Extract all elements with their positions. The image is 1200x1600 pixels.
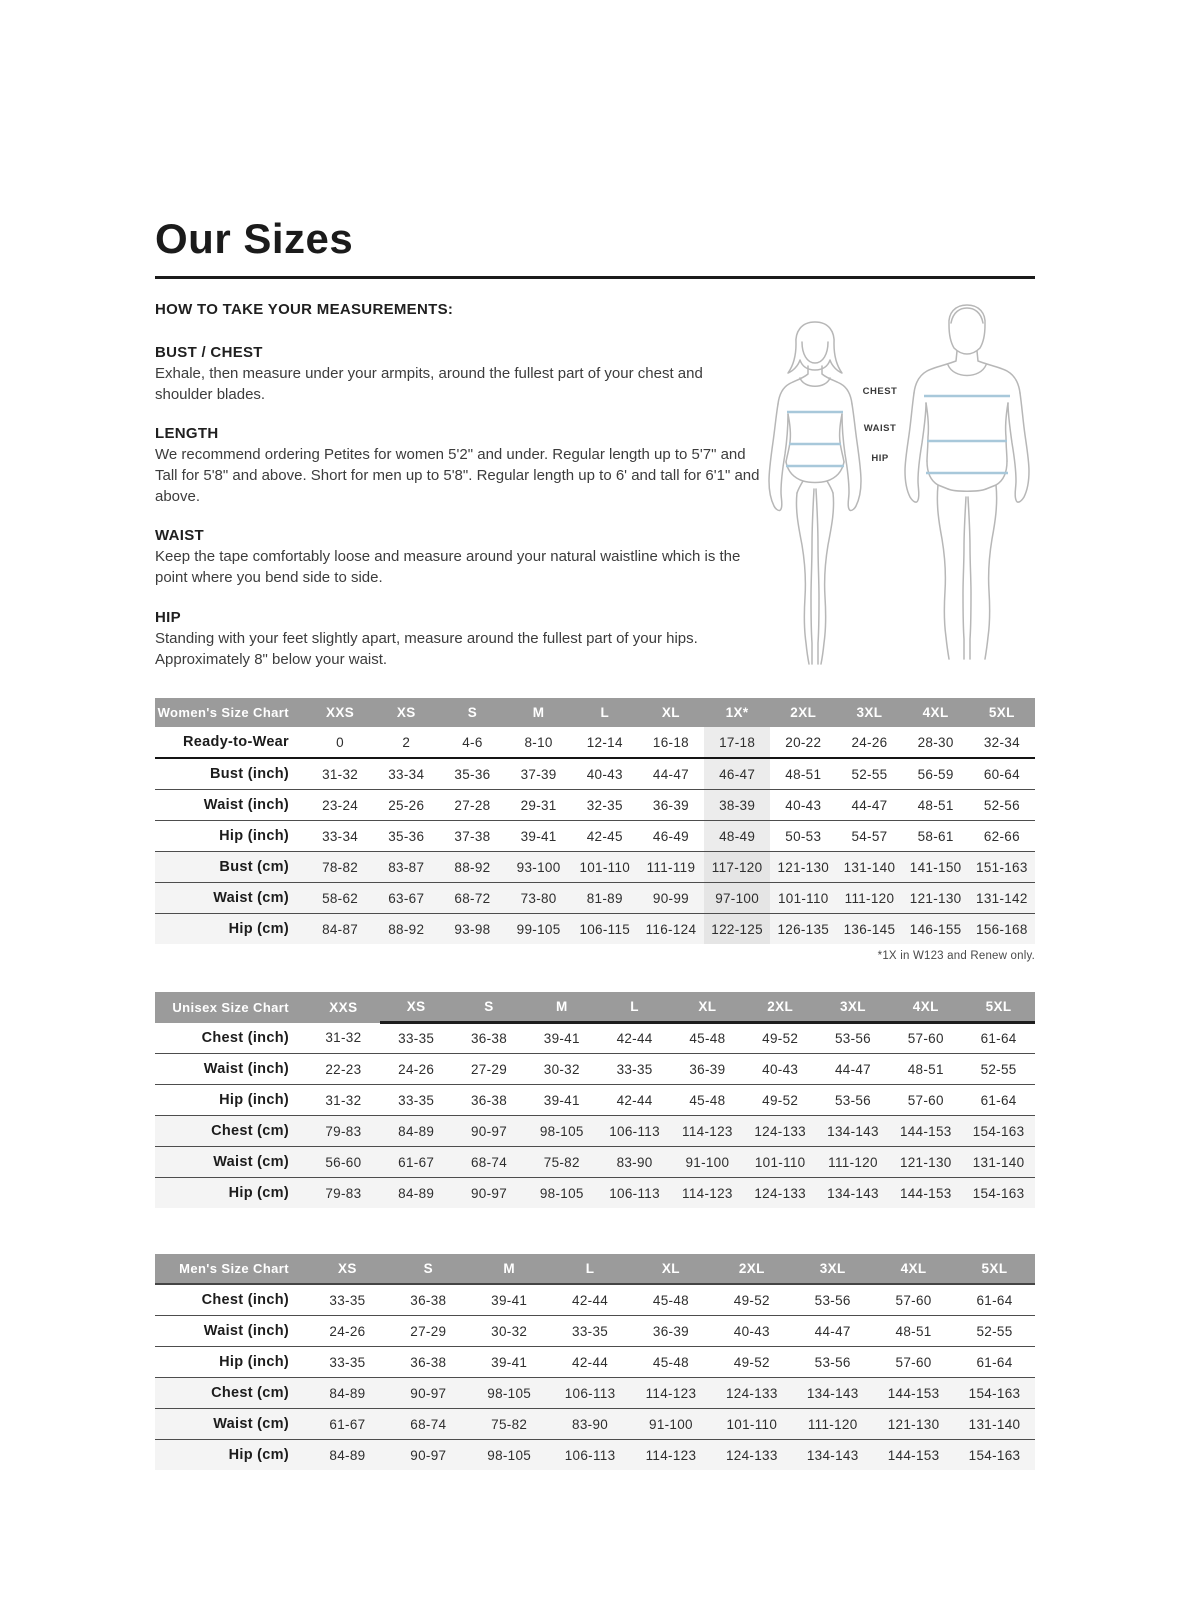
size-value-cell: 131-142: [969, 883, 1035, 914]
size-column-header: S: [453, 992, 526, 1023]
size-value-cell: 37-39: [506, 758, 572, 790]
size-value-cell: 53-56: [792, 1284, 873, 1316]
size-column-header: 5XL: [962, 992, 1035, 1023]
size-value-cell: 46-47: [704, 758, 770, 790]
size-column-header: 2XL: [770, 698, 836, 727]
size-value-cell: 101-110: [711, 1409, 792, 1440]
size-value-cell: 106-113: [598, 1178, 671, 1209]
row-label: Ready-to-Wear: [155, 727, 307, 758]
size-column-header: XS: [373, 698, 439, 727]
size-value-cell: 144-153: [889, 1116, 962, 1147]
size-value-cell: 73-80: [506, 883, 572, 914]
table-row: [155, 1440, 1035, 1471]
size-value-cell: 39-41: [525, 1085, 598, 1116]
size-value-cell: 29-31: [506, 790, 572, 821]
size-value-cell: 62-66: [969, 821, 1035, 852]
row-label: Waist (inch): [155, 1316, 307, 1347]
size-value-cell: 49-52: [744, 1085, 817, 1116]
size-value-cell: 134-143: [817, 1116, 890, 1147]
size-value-cell: 75-82: [525, 1147, 598, 1178]
size-value-cell: 33-34: [373, 758, 439, 790]
size-value-cell: 24-26: [836, 727, 902, 758]
size-value-cell: 33-35: [550, 1316, 631, 1347]
size-value-cell: 90-97: [453, 1178, 526, 1209]
size-value-cell: 52-55: [836, 758, 902, 790]
size-value-cell: 57-60: [873, 1284, 954, 1316]
size-value-cell: 39-41: [469, 1347, 550, 1378]
size-value-cell: 131-140: [836, 852, 902, 883]
size-value-cell: 93-100: [506, 852, 572, 883]
hip-heading: HIP: [155, 608, 181, 626]
size-value-cell: 57-60: [889, 1023, 962, 1054]
size-value-cell: 91-100: [631, 1409, 712, 1440]
size-value-cell: 63-67: [373, 883, 439, 914]
size-value-cell: 44-47: [638, 758, 704, 790]
page-title: Our Sizes: [155, 215, 354, 262]
table-row: [155, 1147, 1035, 1178]
size-value-cell: 154-163: [962, 1116, 1035, 1147]
title-divider: [155, 276, 1035, 279]
size-column-header: S: [388, 1254, 469, 1284]
size-value-cell: 106-115: [572, 914, 638, 945]
size-value-cell: 36-38: [388, 1347, 469, 1378]
size-value-cell: 61-64: [954, 1284, 1035, 1316]
size-value-cell: 98-105: [469, 1440, 550, 1471]
size-value-cell: 84-89: [380, 1178, 453, 1209]
row-label: Chest (inch): [155, 1284, 307, 1316]
measurement-intro-section: [155, 301, 1035, 690]
size-value-cell: 27-28: [439, 790, 505, 821]
size-value-cell: 144-153: [873, 1440, 954, 1471]
size-value-cell: 61-64: [962, 1023, 1035, 1054]
hip-section: [155, 609, 760, 670]
size-value-cell: 48-51: [889, 1054, 962, 1085]
size-value-cell: 42-44: [550, 1347, 631, 1378]
row-label: Hip (cm): [155, 1178, 307, 1209]
size-value-cell: 91-100: [671, 1147, 744, 1178]
size-value-cell: 121-130: [903, 883, 969, 914]
size-value-cell: 90-99: [638, 883, 704, 914]
table-row: [155, 852, 1035, 883]
row-label: Waist (inch): [155, 1054, 307, 1085]
size-column-header: XL: [638, 698, 704, 727]
size-value-cell: 40-43: [744, 1054, 817, 1085]
size-value-cell: 46-49: [638, 821, 704, 852]
size-value-cell: 114-123: [631, 1378, 712, 1409]
row-label: Bust (cm): [155, 852, 307, 883]
size-value-cell: 40-43: [572, 758, 638, 790]
size-column-header: 3XL: [792, 1254, 873, 1284]
size-value-cell: 52-55: [962, 1054, 1035, 1085]
waist-section: [155, 527, 760, 588]
size-value-cell: 31-32: [307, 758, 373, 790]
table-row: [155, 1085, 1035, 1116]
size-value-cell: 78-82: [307, 852, 373, 883]
size-value-cell: 144-153: [889, 1178, 962, 1209]
size-value-cell: 48-51: [873, 1316, 954, 1347]
size-value-cell: 30-32: [525, 1054, 598, 1085]
size-value-cell: 99-105: [506, 914, 572, 945]
size-value-cell: 36-39: [671, 1054, 744, 1085]
size-value-cell: 44-47: [836, 790, 902, 821]
size-value-cell: 124-133: [744, 1116, 817, 1147]
size-value-cell: 45-48: [671, 1023, 744, 1054]
size-value-cell: 111-119: [638, 852, 704, 883]
table-row: [155, 727, 1035, 758]
size-value-cell: 45-48: [631, 1284, 712, 1316]
size-column-header: 1X*: [704, 698, 770, 727]
row-label: Chest (cm): [155, 1116, 307, 1147]
size-value-cell: 98-105: [525, 1116, 598, 1147]
size-value-cell: 20-22: [770, 727, 836, 758]
size-value-cell: 24-26: [380, 1054, 453, 1085]
size-value-cell: 68-72: [439, 883, 505, 914]
size-value-cell: 83-90: [550, 1409, 631, 1440]
size-value-cell: 121-130: [889, 1147, 962, 1178]
size-value-cell: 88-92: [373, 914, 439, 945]
size-value-cell: 101-110: [770, 883, 836, 914]
female-figure-illustration: [760, 316, 870, 666]
size-value-cell: 53-56: [817, 1085, 890, 1116]
size-value-cell: 101-110: [744, 1147, 817, 1178]
size-value-cell: 12-14: [572, 727, 638, 758]
size-value-cell: 33-35: [307, 1347, 388, 1378]
size-column-header: 5XL: [954, 1254, 1035, 1284]
row-label: Hip (inch): [155, 1347, 307, 1378]
size-value-cell: 53-56: [792, 1347, 873, 1378]
size-value-cell: 61-67: [380, 1147, 453, 1178]
size-value-cell: 33-35: [380, 1085, 453, 1116]
size-value-cell: 33-35: [380, 1023, 453, 1054]
size-value-cell: 93-98: [439, 914, 505, 945]
size-value-cell: 36-39: [631, 1316, 712, 1347]
size-value-cell: 42-45: [572, 821, 638, 852]
size-value-cell: 31-32: [307, 1085, 380, 1116]
size-value-cell: 52-56: [969, 790, 1035, 821]
size-value-cell: 68-74: [453, 1147, 526, 1178]
size-value-cell: 36-38: [388, 1284, 469, 1316]
size-value-cell: 0: [307, 727, 373, 758]
row-label: Hip (inch): [155, 821, 307, 852]
size-column-header: 4XL: [873, 1254, 954, 1284]
row-label: Hip (inch): [155, 1085, 307, 1116]
row-label: Waist (inch): [155, 790, 307, 821]
size-value-cell: 27-29: [388, 1316, 469, 1347]
size-value-cell: 35-36: [439, 758, 505, 790]
size-value-cell: 106-113: [550, 1378, 631, 1409]
size-value-cell: 114-123: [671, 1116, 744, 1147]
row-label: Hip (cm): [155, 1440, 307, 1471]
size-value-cell: 42-44: [550, 1284, 631, 1316]
size-value-cell: 49-52: [711, 1284, 792, 1316]
size-value-cell: 101-110: [572, 852, 638, 883]
table-row: [155, 821, 1035, 852]
size-value-cell: 146-155: [903, 914, 969, 945]
table-row: [155, 1347, 1035, 1378]
size-value-cell: 17-18: [704, 727, 770, 758]
male-figure-illustration: [900, 301, 1035, 663]
size-value-cell: 79-83: [307, 1116, 380, 1147]
size-value-cell: 39-41: [506, 821, 572, 852]
size-column-header: M: [469, 1254, 550, 1284]
size-value-cell: 50-53: [770, 821, 836, 852]
size-value-cell: 116-124: [638, 914, 704, 945]
size-value-cell: 8-10: [506, 727, 572, 758]
size-value-cell: 144-153: [873, 1378, 954, 1409]
size-value-cell: 58-62: [307, 883, 373, 914]
size-value-cell: 61-67: [307, 1409, 388, 1440]
size-value-cell: 2: [373, 727, 439, 758]
table-title: Women's Size Chart: [155, 698, 307, 727]
table-row: [155, 1116, 1035, 1147]
size-value-cell: 122-125: [704, 914, 770, 945]
size-column-header: S: [439, 698, 505, 727]
hip-figure-label: HIP: [871, 453, 889, 464]
size-value-cell: 75-82: [469, 1409, 550, 1440]
waist-text: Keep the tape comfortably loose and measure around your natural waistline which is the point where you bend side to side.: [155, 548, 741, 587]
size-value-cell: 106-113: [598, 1116, 671, 1147]
size-value-cell: 124-133: [711, 1440, 792, 1471]
size-value-cell: 79-83: [307, 1178, 380, 1209]
size-column-header: 4XL: [889, 992, 962, 1023]
size-value-cell: 111-120: [836, 883, 902, 914]
size-column-header: 3XL: [817, 992, 890, 1023]
hip-text: Standing with your feet slightly apart, measure around the fullest part of your hips. Approximately 8" below your waist.: [155, 629, 698, 668]
size-value-cell: 106-113: [550, 1440, 631, 1471]
size-value-cell: 141-150: [903, 852, 969, 883]
size-value-cell: 24-26: [307, 1316, 388, 1347]
row-label: Chest (inch): [155, 1023, 307, 1054]
size-value-cell: 22-23: [307, 1054, 380, 1085]
row-label: Waist (cm): [155, 1409, 307, 1440]
size-value-cell: 114-123: [671, 1178, 744, 1209]
size-value-cell: 90-97: [388, 1440, 469, 1471]
womens-chart-footnote: *1X in W123 and Renew only.: [877, 950, 1035, 963]
size-value-cell: 81-89: [572, 883, 638, 914]
size-value-cell: 49-52: [744, 1023, 817, 1054]
size-value-cell: 42-44: [598, 1085, 671, 1116]
table-row: [155, 1378, 1035, 1409]
size-value-cell: 53-56: [817, 1023, 890, 1054]
size-value-cell: 33-35: [307, 1284, 388, 1316]
size-value-cell: 36-38: [453, 1023, 526, 1054]
size-value-cell: 23-24: [307, 790, 373, 821]
size-value-cell: 84-89: [307, 1440, 388, 1471]
size-value-cell: 90-97: [388, 1378, 469, 1409]
measurement-figures: [760, 301, 1035, 663]
size-column-header: 2XL: [711, 1254, 792, 1284]
table-row: [155, 1284, 1035, 1316]
size-value-cell: 61-64: [954, 1347, 1035, 1378]
size-value-cell: 39-41: [469, 1284, 550, 1316]
size-value-cell: 58-61: [903, 821, 969, 852]
size-value-cell: 84-89: [380, 1116, 453, 1147]
size-value-cell: 57-60: [873, 1347, 954, 1378]
row-label: Waist (cm): [155, 1147, 307, 1178]
size-value-cell: 44-47: [817, 1054, 890, 1085]
chest-figure-label: CHEST: [862, 386, 898, 397]
size-value-cell: 45-48: [631, 1347, 712, 1378]
size-value-cell: 136-145: [836, 914, 902, 945]
size-value-cell: 111-120: [817, 1147, 890, 1178]
size-column-header: XS: [380, 992, 453, 1023]
size-value-cell: 84-87: [307, 914, 373, 945]
size-value-cell: 88-92: [439, 852, 505, 883]
size-value-cell: 27-29: [453, 1054, 526, 1085]
size-value-cell: 154-163: [954, 1440, 1035, 1471]
size-value-cell: 40-43: [711, 1316, 792, 1347]
size-value-cell: 48-49: [704, 821, 770, 852]
size-column-header: XXS: [307, 698, 373, 727]
table-title: Unisex Size Chart: [155, 992, 307, 1023]
size-value-cell: 37-38: [439, 821, 505, 852]
size-column-header: L: [550, 1254, 631, 1284]
length-text: We recommend ordering Petites for women 5'2" and under. Regular length up to 5'7" and Tall for 5'8" and above. Short for men up to 5'8". Regular length up to 6' and tall for 6'1" and above.: [155, 446, 760, 505]
size-value-cell: 44-47: [792, 1316, 873, 1347]
table-row: [155, 790, 1035, 821]
mens-size-chart-table: [155, 1254, 1035, 1470]
table-row: [155, 1409, 1035, 1440]
size-column-header: 5XL: [969, 698, 1035, 727]
size-value-cell: 126-135: [770, 914, 836, 945]
size-value-cell: 134-143: [792, 1378, 873, 1409]
size-value-cell: 117-120: [704, 852, 770, 883]
size-value-cell: 49-52: [711, 1347, 792, 1378]
size-column-header: XL: [671, 992, 744, 1023]
size-column-header: 4XL: [903, 698, 969, 727]
size-value-cell: 56-60: [307, 1147, 380, 1178]
size-value-cell: 131-140: [954, 1409, 1035, 1440]
size-value-cell: 56-59: [903, 758, 969, 790]
size-value-cell: 151-163: [969, 852, 1035, 883]
size-value-cell: 134-143: [817, 1178, 890, 1209]
size-value-cell: 154-163: [962, 1178, 1035, 1209]
size-value-cell: 84-89: [307, 1378, 388, 1409]
table-row: [155, 1178, 1035, 1209]
size-value-cell: 39-41: [525, 1023, 598, 1054]
size-value-cell: 33-34: [307, 821, 373, 852]
size-value-cell: 35-36: [373, 821, 439, 852]
size-value-cell: 32-35: [572, 790, 638, 821]
unisex-size-chart-table: [155, 992, 1035, 1208]
size-value-cell: 32-34: [969, 727, 1035, 758]
waist-figure-label: WAIST: [863, 423, 897, 434]
size-value-cell: 54-57: [836, 821, 902, 852]
bust-chest-text: Exhale, then measure under your armpits, around the fullest part of your chest and shoulder blades.: [155, 365, 703, 403]
table-row: [155, 883, 1035, 914]
size-value-cell: 60-64: [969, 758, 1035, 790]
size-value-cell: 48-51: [770, 758, 836, 790]
size-value-cell: 28-30: [903, 727, 969, 758]
how-to-heading: HOW TO TAKE YOUR MEASUREMENTS:: [155, 301, 454, 318]
size-value-cell: 68-74: [388, 1409, 469, 1440]
size-value-cell: 98-105: [525, 1178, 598, 1209]
size-value-cell: 45-48: [671, 1085, 744, 1116]
size-value-cell: 57-60: [889, 1085, 962, 1116]
size-column-header: XL: [631, 1254, 712, 1284]
size-value-cell: 30-32: [469, 1316, 550, 1347]
size-value-cell: 124-133: [711, 1378, 792, 1409]
size-value-cell: 48-51: [903, 790, 969, 821]
size-value-cell: 154-163: [954, 1378, 1035, 1409]
size-value-cell: 98-105: [469, 1378, 550, 1409]
size-value-cell: 4-6: [439, 727, 505, 758]
table-row: [155, 1316, 1035, 1347]
row-label: Bust (inch): [155, 758, 307, 790]
size-value-cell: 111-120: [792, 1409, 873, 1440]
size-value-cell: 114-123: [631, 1440, 712, 1471]
size-value-cell: 31-32: [307, 1023, 380, 1054]
size-value-cell: 25-26: [373, 790, 439, 821]
size-value-cell: 121-130: [770, 852, 836, 883]
size-value-cell: 33-35: [598, 1054, 671, 1085]
size-value-cell: 124-133: [744, 1178, 817, 1209]
table-title: Men's Size Chart: [155, 1254, 307, 1284]
length-heading: LENGTH: [155, 425, 219, 443]
size-value-cell: 16-18: [638, 727, 704, 758]
size-column-header: L: [598, 992, 671, 1023]
size-column-header: M: [525, 992, 598, 1023]
waist-heading: WAIST: [155, 527, 204, 545]
size-column-header: XXS: [307, 992, 380, 1023]
size-value-cell: 36-39: [638, 790, 704, 821]
table-row: [155, 1054, 1035, 1085]
size-value-cell: 121-130: [873, 1409, 954, 1440]
size-column-header: M: [506, 698, 572, 727]
size-value-cell: 83-87: [373, 852, 439, 883]
length-section: [155, 425, 760, 507]
bust-chest-section: [155, 344, 760, 405]
row-label: Hip (cm): [155, 914, 307, 945]
size-column-header: 3XL: [836, 698, 902, 727]
table-row: [155, 1023, 1035, 1054]
size-value-cell: 36-38: [453, 1085, 526, 1116]
size-value-cell: 42-44: [598, 1023, 671, 1054]
size-value-cell: 97-100: [704, 883, 770, 914]
table-row: [155, 914, 1035, 945]
row-label: Waist (cm): [155, 883, 307, 914]
size-value-cell: 40-43: [770, 790, 836, 821]
size-value-cell: 131-140: [962, 1147, 1035, 1178]
size-value-cell: 134-143: [792, 1440, 873, 1471]
size-column-header: L: [572, 698, 638, 727]
size-value-cell: 52-55: [954, 1316, 1035, 1347]
table-row: [155, 758, 1035, 790]
size-value-cell: 38-39: [704, 790, 770, 821]
size-value-cell: 61-64: [962, 1085, 1035, 1116]
size-value-cell: 83-90: [598, 1147, 671, 1178]
size-column-header: XS: [307, 1254, 388, 1284]
row-label: Chest (cm): [155, 1378, 307, 1409]
womens-size-chart-table: [155, 698, 1035, 944]
size-value-cell: 156-168: [969, 914, 1035, 945]
size-value-cell: 90-97: [453, 1116, 526, 1147]
bust-chest-heading: BUST / CHEST: [155, 344, 263, 361]
size-column-header: 2XL: [744, 992, 817, 1023]
